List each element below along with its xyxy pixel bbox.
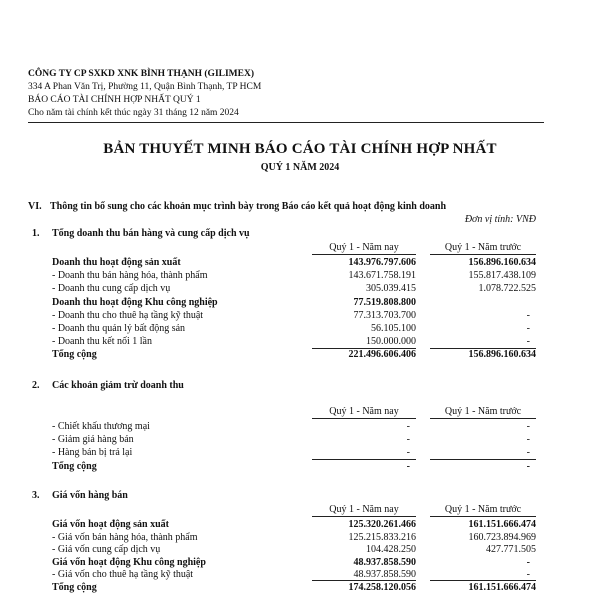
- section-vi-text: Thông tin bổ sung cho các khoản mục trình bày trong Báo cáo kết quả hoạt động kinh doanh: [50, 201, 447, 212]
- total-rule-previous: [430, 348, 536, 349]
- company-name: CÔNG TY CP SXKD XNK BÌNH THẠNH (GILIMEX): [28, 69, 255, 79]
- s1-col-current: Quý 1 - Năm nay: [329, 242, 399, 253]
- row-label: - Doanh thu cung cấp dịch vụ: [52, 283, 171, 295]
- row-label: Giá vốn hoạt động sản xuất: [52, 519, 169, 530]
- section-1-number: 1.: [32, 228, 40, 239]
- table-row: [52, 322, 536, 335]
- s3-col-current-underline: [312, 516, 416, 517]
- table-row: [52, 296, 536, 309]
- section-vi-number: VI.: [28, 201, 42, 212]
- table-row: [52, 309, 536, 322]
- current-value: 150.000.000: [366, 336, 416, 348]
- current-value: 48.937.858.590: [353, 569, 416, 580]
- previous-value: -: [526, 569, 530, 580]
- current-value: -: [406, 447, 410, 459]
- total-rule-previous: [430, 459, 536, 460]
- company-address: 334 A Phan Văn Trị, Phường 11, Quận Bình Thạnh, TP HCM: [28, 82, 262, 92]
- previous-value: 161.151.666.474: [468, 519, 536, 530]
- row-label: - Doanh thu kết nối 1 lần: [52, 336, 152, 348]
- s1-col-previous-underline: [430, 254, 536, 255]
- table-row: [52, 269, 536, 282]
- s1-col-current-underline: [312, 254, 416, 255]
- row-label: - Hàng bán bị trả lại: [52, 447, 133, 459]
- previous-value: -: [526, 556, 530, 568]
- current-value: -: [406, 434, 410, 446]
- row-label: - Giảm giá hàng bán: [52, 434, 134, 446]
- row-label: - Chiết khấu thương mại: [52, 421, 150, 432]
- row-label: - Doanh thu quản lý bất động sản: [52, 323, 186, 334]
- current-value: 56.105.100: [371, 323, 416, 334]
- table-row: [52, 556, 536, 569]
- previous-value: -: [526, 309, 530, 321]
- section-2-title: Các khoản giảm trừ doanh thu: [52, 380, 184, 391]
- table-row: [52, 460, 536, 473]
- previous-value: 156.896.160.634: [468, 349, 536, 361]
- previous-value: 161.151.666.474: [468, 581, 536, 593]
- total-rule-current: [312, 348, 416, 349]
- row-label: - Doanh thu cho thuê hạ tầng kỹ thuật: [52, 309, 204, 321]
- table-row: [52, 543, 536, 556]
- s2-col-previous: Quý 1 - Năm trước: [444, 406, 522, 417]
- current-value: 221.496.606.406: [348, 349, 416, 361]
- current-value: 77.313.703.700: [353, 309, 416, 321]
- table-row: [52, 531, 536, 544]
- section-2-number: 2.: [32, 380, 40, 391]
- s3-col-previous-underline: [430, 516, 536, 517]
- current-value: 77.519.808.800: [353, 296, 416, 308]
- row-label: - Doanh thu bán hàng hóa, thành phẩm: [52, 270, 208, 282]
- s2-col-previous-underline: [430, 418, 536, 419]
- previous-value: 427.771.505: [486, 544, 536, 555]
- row-label: - Giá vốn cho thuê hạ tầng kỹ thuật: [52, 569, 194, 580]
- previous-value: -: [526, 447, 530, 459]
- current-value: 104.428.250: [366, 544, 416, 555]
- current-value: 143.976.797.606: [348, 257, 416, 268]
- previous-value: -: [526, 434, 530, 446]
- row-label: Doanh thu hoạt động sản xuất: [52, 257, 181, 268]
- previous-value: 156.896.160.634: [468, 257, 536, 268]
- current-value: 174.258.120.056: [348, 581, 416, 593]
- previous-value: -: [526, 323, 530, 334]
- current-value: 48.937.858.590: [353, 556, 416, 568]
- section-3-title: Giá vốn hàng bán: [52, 490, 128, 501]
- current-value: -: [406, 421, 410, 432]
- row-label: Tổng cộng: [52, 460, 97, 472]
- row-label: Tổng cộng: [52, 581, 97, 593]
- table-row: [52, 420, 536, 433]
- page-title: BẢN THUYẾT MINH BÁO CÁO TÀI CHÍNH HỢP NHẤT: [103, 141, 497, 157]
- current-value: 305.039.415: [366, 283, 416, 295]
- row-label: Giá vốn hoạt động Khu công nghiệp: [52, 556, 206, 568]
- table-row: [52, 518, 536, 531]
- total-rule-current: [312, 459, 416, 460]
- s3-col-previous: Quý 1 - Năm trước: [444, 504, 522, 515]
- row-label: - Giá vốn bán hàng hóa, thành phẩm: [52, 531, 198, 543]
- previous-value: 160.723.894.969: [468, 531, 536, 543]
- s2-col-current: Quý 1 - Năm nay: [329, 406, 399, 417]
- current-value: 143.671.758.191: [348, 270, 416, 282]
- table-row: [52, 581, 536, 594]
- current-value: 125.215.833.216: [348, 531, 416, 543]
- row-label: Doanh thu hoạt động Khu công nghiệp: [52, 296, 218, 308]
- row-label: Tổng cộng: [52, 349, 97, 361]
- current-value: 125.320.261.466: [348, 519, 416, 530]
- previous-value: -: [526, 336, 530, 348]
- s1-col-previous: Quý 1 - Năm trước: [444, 242, 522, 253]
- total-rule-previous: [430, 580, 536, 581]
- fiscal-period: Cho năm tài chính kết thúc ngày 31 tháng 12 năm 2024: [28, 108, 239, 118]
- page-subtitle: QUÝ 1 NĂM 2024: [260, 162, 340, 173]
- current-value: -: [406, 460, 410, 472]
- table-row: [52, 348, 536, 361]
- previous-value: 1.078.722.525: [478, 283, 536, 295]
- s2-col-current-underline: [312, 418, 416, 419]
- previous-value: -: [526, 421, 530, 432]
- row-label: - Giá vốn cung cấp dịch vụ: [52, 544, 161, 555]
- s3-col-current: Quý 1 - Năm nay: [329, 504, 399, 515]
- previous-value: 155.817.438.109: [468, 270, 536, 282]
- total-rule-current: [312, 580, 416, 581]
- table-row: [52, 433, 536, 446]
- table-row: [52, 282, 536, 295]
- section-3-number: 3.: [32, 490, 40, 501]
- section-1-title: Tổng doanh thu bán hàng và cung cấp dịch vụ: [52, 228, 250, 239]
- currency-unit: Đơn vị tính: VNĐ: [464, 214, 536, 225]
- report-name: BÁO CÁO TÀI CHÍNH HỢP NHẤT QUÝ 1: [28, 95, 201, 105]
- header-divider: [28, 122, 544, 123]
- previous-value: -: [526, 460, 530, 472]
- table-row: [52, 256, 536, 269]
- table-row: [52, 335, 536, 348]
- table-row: [52, 446, 536, 459]
